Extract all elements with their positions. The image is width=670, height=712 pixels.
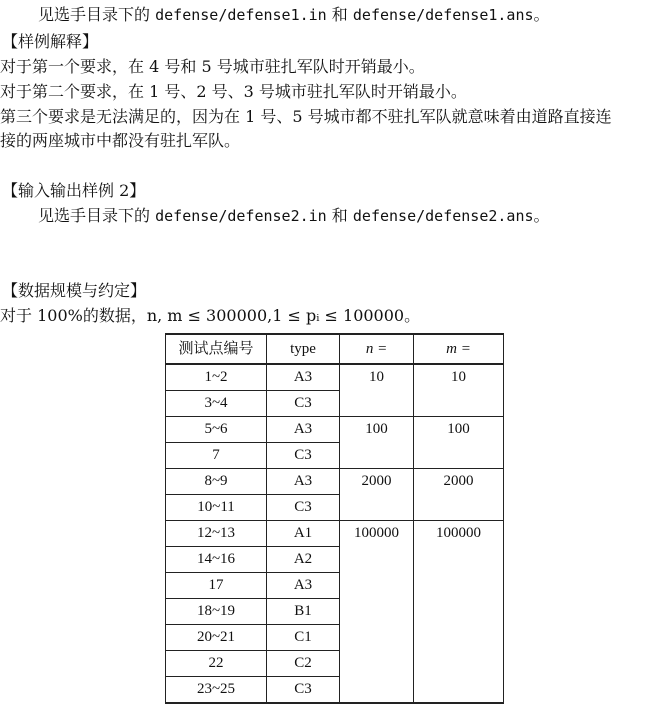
sample2-input-file: defense/defense2.in xyxy=(155,207,327,225)
cell-n: 100 xyxy=(340,417,414,469)
sample2-end: 。 xyxy=(533,206,550,225)
sample2-answer-file: defense/defense2.ans xyxy=(352,207,534,225)
sample1-end: 。 xyxy=(533,5,550,24)
cell-type: A3 xyxy=(267,573,340,599)
table-row xyxy=(166,417,504,443)
cell-test-id: 3~4 xyxy=(166,391,267,417)
cell-m: 100 xyxy=(414,417,504,469)
explanation-line-3a: 第三个要求是无法满足的，因为在 1 号、5 号城市都不驻扎军队就意味着由道路直接连 xyxy=(0,107,612,126)
sample1-and: 和 xyxy=(331,5,348,24)
cell-type: C3 xyxy=(267,391,340,417)
cell-test-id: 23~25 xyxy=(166,677,267,704)
explanation-line-2: 对于第二个要求，在 1 号、2 号、3 号城市驻扎军队时开销最小。 xyxy=(0,82,467,101)
cell-n: 2000 xyxy=(340,469,414,521)
cell-test-id: 17 xyxy=(166,573,267,599)
cell-test-id: 20~21 xyxy=(166,625,267,651)
cell-n: 100000 xyxy=(340,521,414,704)
heading-sample-2: 【输入输出样例 2】 xyxy=(2,181,146,200)
cell-m: 2000 xyxy=(414,469,504,521)
cell-test-id: 10~11 xyxy=(166,495,267,521)
cell-type: C3 xyxy=(267,443,340,469)
sample1-prefix: 见选手目录下的 xyxy=(38,5,151,24)
header-type: type xyxy=(267,334,340,364)
header-test-id: 测试点编号 xyxy=(166,334,267,364)
sample1-input-file: defense/defense1.in xyxy=(155,6,327,24)
sample2-and: 和 xyxy=(331,206,348,225)
cell-m: 100000 xyxy=(414,521,504,704)
cell-type: C3 xyxy=(267,495,340,521)
explanation-line-1: 对于第一个要求，在 4 号和 5 号城市驻扎军队时开销最小。 xyxy=(0,57,425,76)
cell-test-id: 22 xyxy=(166,651,267,677)
cell-type: C2 xyxy=(267,651,340,677)
cell-type: B1 xyxy=(267,599,340,625)
header-m: m = xyxy=(414,334,504,364)
cell-test-id: 8~9 xyxy=(166,469,267,495)
sample1-files-line xyxy=(38,4,550,26)
sample2-files-line xyxy=(38,205,550,227)
table-row xyxy=(166,364,504,391)
data-scale-statement: 对于 100%的数据，n, m ≤ 300000,1 ≤ pᵢ ≤ 100000。 xyxy=(0,306,421,325)
cell-test-id: 18~19 xyxy=(166,599,267,625)
sample2-prefix: 见选手目录下的 xyxy=(38,206,151,225)
cell-type: A3 xyxy=(267,364,340,391)
cell-m: 10 xyxy=(414,364,504,417)
explanation-line-3b: 接的两座城市中都没有驻扎军队。 xyxy=(0,131,241,150)
cell-type: A3 xyxy=(267,417,340,443)
cell-type: C1 xyxy=(267,625,340,651)
heading-sample-explanation: 【样例解释】 xyxy=(2,32,99,51)
sample1-answer-file: defense/defense1.ans xyxy=(352,6,534,24)
cell-test-id: 14~16 xyxy=(166,547,267,573)
cell-test-id: 1~2 xyxy=(166,364,267,391)
cell-type: C3 xyxy=(267,677,340,704)
cell-test-id: 5~6 xyxy=(166,417,267,443)
test-case-table xyxy=(165,333,504,704)
heading-data-scale: 【数据规模与约定】 xyxy=(2,281,147,300)
cell-type: A1 xyxy=(267,521,340,547)
table-header-row xyxy=(166,334,504,364)
cell-test-id: 12~13 xyxy=(166,521,267,547)
table-row xyxy=(166,469,504,495)
header-n: n = xyxy=(340,334,414,364)
cell-type: A2 xyxy=(267,547,340,573)
table-row xyxy=(166,521,504,547)
cell-type: A3 xyxy=(267,469,340,495)
cell-test-id: 7 xyxy=(166,443,267,469)
cell-n: 10 xyxy=(340,364,414,417)
